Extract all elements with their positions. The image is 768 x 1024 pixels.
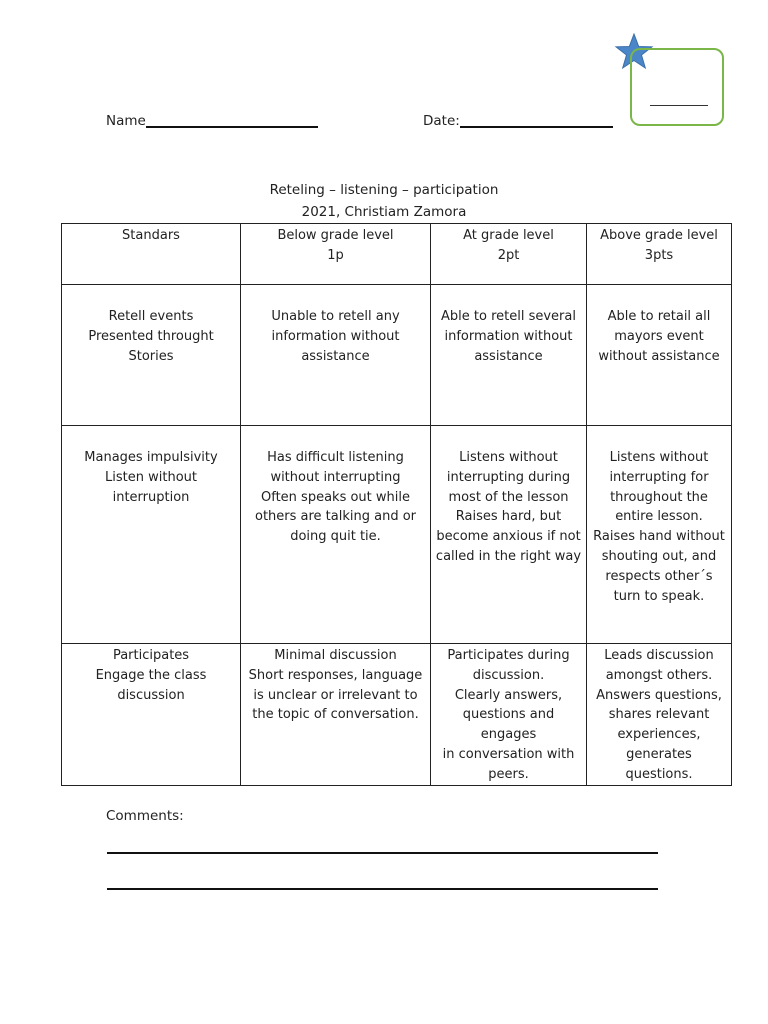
table-cell: Unable to retell any information without assistance (241, 285, 431, 426)
score-line (650, 105, 708, 106)
rubric-table (61, 223, 732, 786)
name-blank[interactable] (146, 112, 318, 128)
table-row (62, 426, 732, 644)
name-field (106, 112, 318, 129)
date-label: Date: (423, 113, 460, 129)
table-cell: Standars (62, 224, 241, 285)
table-cell: Able to retell several information without assistance (431, 285, 587, 426)
table-cell: Listens without interrupting for throughout the entire lesson. Raises hand without shouting out, and respects other´s turn to speak. (587, 426, 732, 644)
table-cell: At grade level 2pt (431, 224, 587, 285)
table-cell: Participates during discussion. Clearly answers, questions and engages in conversation with peers. (431, 644, 587, 786)
table-cell: Manages impulsivity Listen without interruption (62, 426, 241, 644)
table-cell: Listens without interrupting during most of the lesson Raises hard, but become anxious if not called in the right way (431, 426, 587, 644)
table-cell: Retell events Presented throught Stories (62, 285, 241, 426)
score-box (630, 48, 724, 126)
comment-line[interactable] (107, 888, 658, 890)
table-cell: Above grade level 3pts (587, 224, 732, 285)
page-title: Reteling – listening – participation (269, 182, 499, 198)
table-header-row (62, 224, 732, 285)
table-cell: Below grade level 1p (241, 224, 431, 285)
comments-label: Comments: (106, 808, 184, 824)
table-cell: Has difficult listening without interrupting Often speaks out while others are talking and or doing quit tie. (241, 426, 431, 644)
date-blank[interactable] (460, 112, 613, 128)
table-cell: Minimal discussion Short responses, language is unclear or irrelevant to the topic of conversation. (241, 644, 431, 786)
page-subtitle: 2021, Christiam Zamora (301, 204, 467, 220)
comment-line[interactable] (107, 852, 658, 854)
table-row (62, 644, 732, 786)
table-cell: Participates Engage the class discussion (62, 644, 241, 786)
name-label: Name (106, 113, 146, 129)
table-cell: Able to retail all mayors event without assistance (587, 285, 732, 426)
table-cell: Leads discussion amongst others. Answers questions, shares relevant experiences, generates questions. (587, 644, 732, 786)
table-row (62, 285, 732, 426)
date-field (423, 112, 613, 129)
